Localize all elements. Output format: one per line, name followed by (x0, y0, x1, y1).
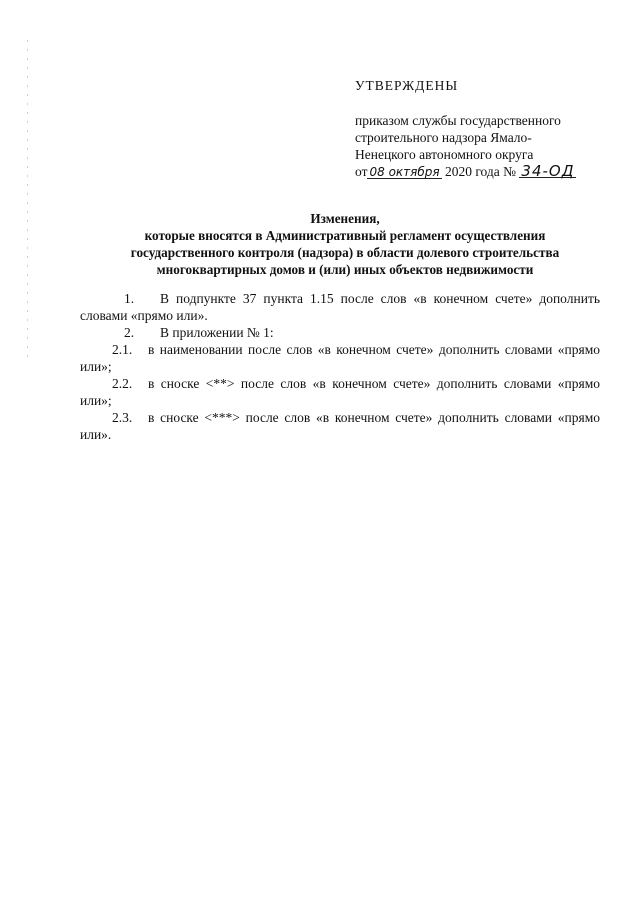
item-2-1 (80, 341, 600, 375)
item-text: В подпункте 37 пункта 1.15 после слов «в конечном счете» дополнить словами «прямо или». (80, 291, 600, 323)
item-text: В приложении № 1: (160, 325, 274, 340)
item-number: 2.3. (112, 410, 133, 425)
item-text: в сноске <***> после слов «в конечном счете» дополнить словами «прямо или». (80, 410, 600, 442)
scan-edge-mark (27, 40, 28, 360)
approved-title: УТВЕРЖДЕНЫ (355, 78, 459, 93)
item-1 (80, 290, 600, 324)
item-number: 2.1. (112, 342, 133, 357)
approval-line-1: приказом службы государственного (355, 113, 561, 128)
item-2-2 (80, 375, 600, 409)
heading-line-1: Изменения, (310, 211, 380, 226)
item-text: в наименовании после слов «в конечном счете» дополнить словами «прямо или»; (80, 342, 600, 374)
item-number: 2.2. (112, 376, 133, 391)
approval-block (355, 78, 605, 180)
item-number: 2. (124, 325, 135, 340)
approval-line-3: Ненецкого автономного округа (355, 147, 534, 162)
heading-line-4: многоквартирных домов и (или) иных объектов недвижимости (156, 262, 534, 277)
item-2 (80, 324, 600, 341)
handwritten-date: 08 октября (369, 165, 440, 179)
item-2-3 (80, 409, 600, 443)
approval-line-2: строительного надзора Ямало- (355, 130, 532, 145)
document-heading (80, 210, 610, 278)
heading-line-3: государственного контроля (надзора) в области долевого строительства (130, 245, 560, 260)
date-suffix: 2020 года № (444, 164, 517, 179)
date-prefix: от (355, 164, 368, 179)
approval-date-line (355, 163, 605, 180)
heading-line-2: которые вносятся в Административный регламент осуществления (144, 228, 546, 243)
item-number: 1. (124, 291, 135, 306)
item-text: в сноске <**> после слов «в конечном счете» дополнить словами «прямо или»; (80, 376, 600, 408)
document-body (80, 290, 600, 443)
handwritten-order-number: 34-ОД (521, 162, 575, 180)
